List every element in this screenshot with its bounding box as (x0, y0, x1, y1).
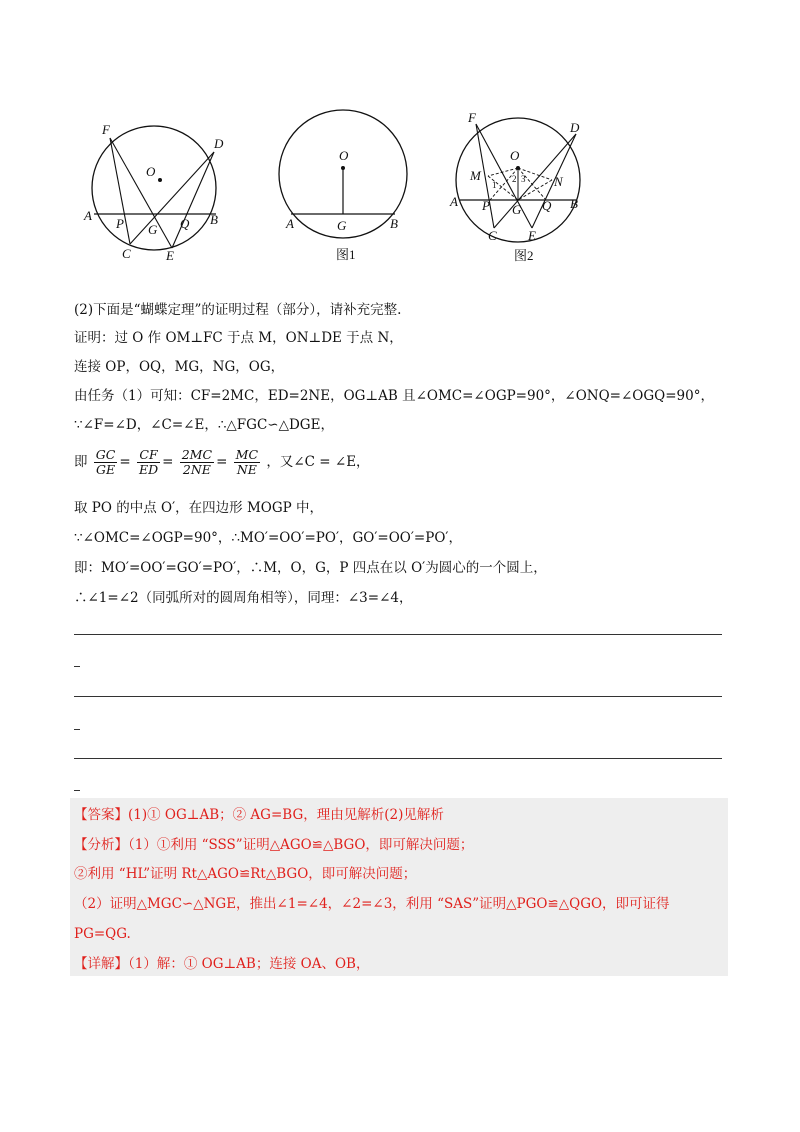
proof-line-9: 即：MO′=OO′=GO′=PO′，∴M，O，G，P 四点在以 O′为圆心的一个圆上， (74, 560, 547, 576)
analysis-line-1: 【分析】（1）①利用 “SSS”证明△AGO≌△BGO，即可解决问题； (74, 837, 474, 853)
svg-text:C: C (122, 246, 131, 261)
svg-text:B: B (210, 212, 218, 227)
svg-text:O: O (510, 148, 520, 163)
svg-text:O: O (339, 148, 349, 163)
proof-line-6: 即 $\frac{GC}{GE}$ = $\frac{CF}{ED}$ = $\frac{2MC}{2NE}$ = $\frac{MC}{NE}$ ，又∠C = ∠E， (74, 447, 370, 477)
fraction-cf-ed: $\frac{CF}{ED}$ (138, 447, 159, 477)
svg-text:C: C (488, 228, 497, 243)
analysis-line-4: PG=QG. (74, 926, 131, 942)
caption-figure-2: 图2 (514, 248, 534, 263)
figure-1 (278, 102, 418, 267)
svg-text:B: B (570, 196, 578, 211)
detail-line-1: 【详解】（1）解：① OG⊥AB；连接 OA、OB， (74, 956, 370, 972)
svg-text:3: 3 (521, 174, 526, 184)
svg-text:Q: Q (180, 216, 190, 231)
svg-text:A: A (286, 216, 294, 231)
svg-text:F: F (102, 122, 110, 137)
fraction-gc-ge: $\frac{GC}{GE}$ (95, 447, 116, 477)
fraction-2mc-2ne: $\frac{2MC}{2NE}$ (181, 447, 213, 477)
svg-text:G: G (148, 222, 158, 237)
svg-text:G: G (512, 202, 522, 217)
svg-text:A: A (450, 194, 458, 209)
svg-text:D: D (214, 136, 224, 151)
proof-line-1: (2)下面是“蝴蝶定理”的证明过程（部分），请补充完整. (74, 302, 402, 318)
proof-line-2: 证明：过 O 作 OM⊥FC 于点 M，ON⊥DE 于点 N， (74, 330, 403, 346)
svg-text:D: D (570, 120, 580, 135)
blank-dash-2 (74, 729, 80, 730)
svg-text:2: 2 (512, 174, 517, 184)
blank-dash-1 (74, 666, 80, 667)
svg-text:Q: Q (542, 198, 552, 213)
proof-line-7: 取 PO 的中点 O′，在四边形 MOGP 中， (74, 500, 323, 516)
svg-text:E: E (166, 248, 174, 263)
svg-text:B: B (390, 216, 398, 231)
proof-line-6-suffix: ，又∠C = ∠E， (266, 454, 370, 470)
svg-text:F: F (468, 110, 476, 125)
svg-text:E: E (528, 228, 536, 243)
answer-blank-line-3[interactable] (74, 758, 722, 759)
proof-line-3: 连接 OP，OQ，MG，NG，OG， (74, 359, 285, 375)
proof-line-10: ∴∠1=∠2（同弧所对的圆周角相等），同理：∠3=∠4， (74, 590, 413, 606)
proof-line-4: 由任务（1）可知：CF=2MC，ED=2NE，OG⊥AB 且∠OMC=∠OGP=90°，∠ONQ=∠OGQ=90°， (74, 388, 714, 404)
proof-line-5: ∵∠F=∠D，∠C=∠E，∴△FGC∽△DGE， (74, 417, 334, 433)
figure-2 (448, 110, 598, 265)
answer-blank-line-2[interactable] (74, 696, 722, 697)
blank-dash-3 (74, 790, 80, 791)
caption-figure-1: 图1 (336, 247, 356, 262)
svg-text:M: M (470, 168, 481, 183)
answer-blank-line-1[interactable] (74, 634, 722, 635)
analysis-line-3: （2）证明△MGC∽△NGE，推出∠1=∠4，∠2=∠3，利用 “SAS”证明△PGO≌△QGO，即可证得 (74, 896, 670, 912)
answer-panel (70, 798, 728, 976)
svg-text:G: G (337, 218, 347, 233)
svg-text:N: N (554, 174, 563, 189)
svg-text:O: O (146, 164, 156, 179)
fraction-mc-ne: $\frac{MC}{NE}$ (235, 447, 259, 477)
analysis-line-2: ②利用 “HL”证明 Rt△AGO≌Rt△BGO，即可解决问题； (74, 866, 417, 882)
proof-line-8: ∵∠OMC=∠OGP=90°，∴MO′=OO′=PO′，GO′=OO′=PO′， (74, 530, 462, 546)
svg-text:1: 1 (492, 180, 497, 190)
figure-butterfly (80, 118, 240, 268)
proof-line-6-prefix: 即 (74, 454, 88, 470)
svg-text:P: P (482, 198, 490, 213)
svg-text:A: A (84, 208, 92, 223)
svg-text:P: P (116, 216, 124, 231)
answer-line: 【答案】(1)① OG⊥AB；② AG=BG，理由见解析(2)见解析 (74, 807, 444, 823)
